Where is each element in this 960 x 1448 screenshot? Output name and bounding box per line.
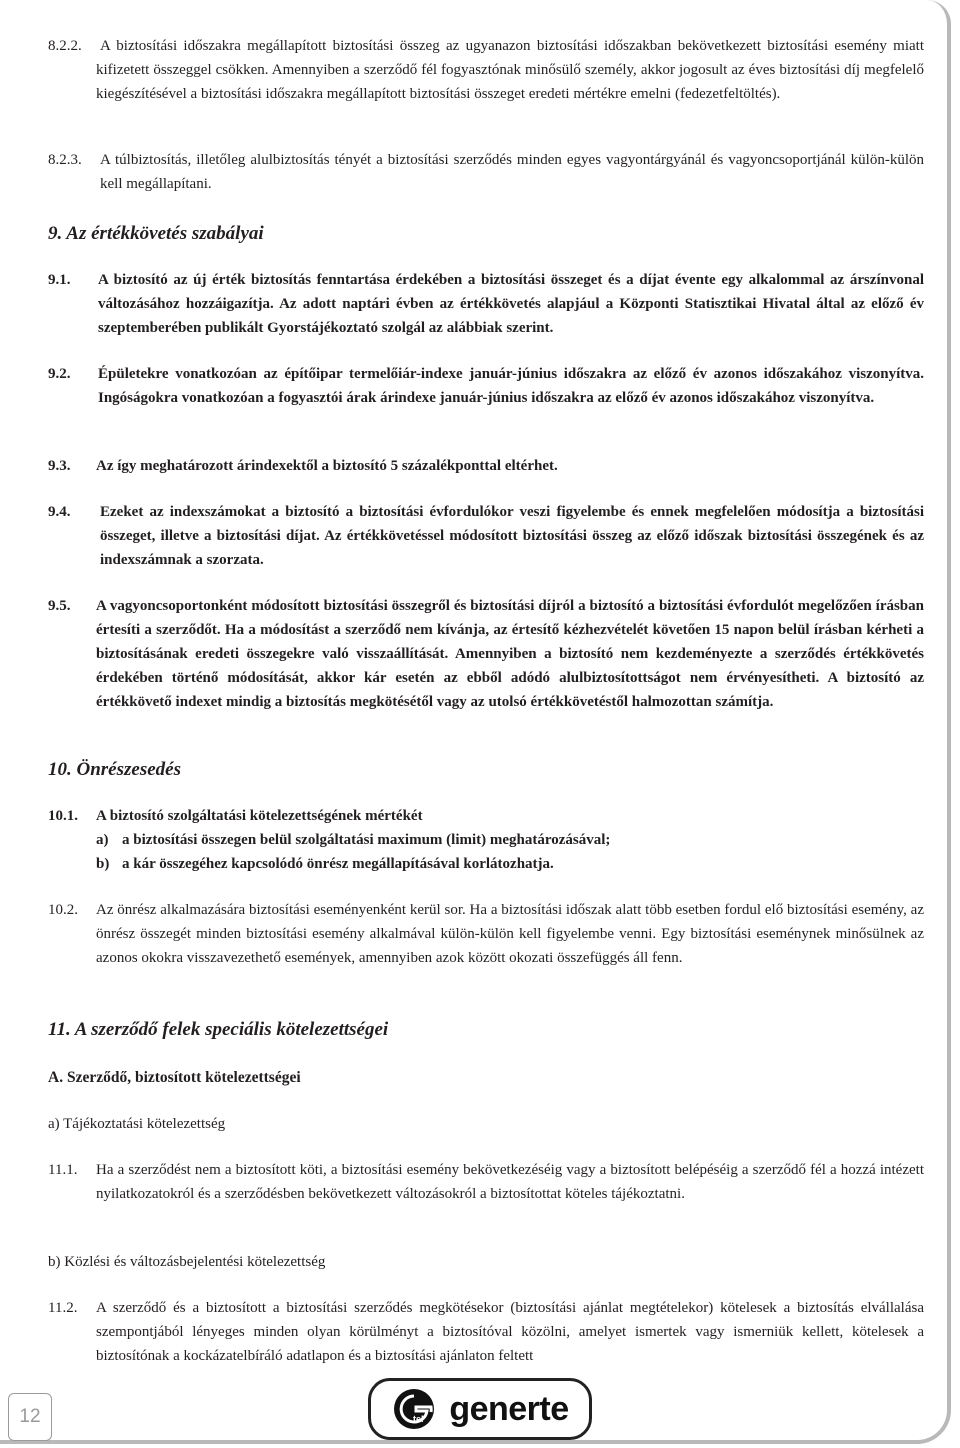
paragraph-11-2 <box>48 1296 924 1368</box>
paragraph-text: A vagyoncsoportonként módosított biztosítási összegről és biztosítási díjról a biztosító a biztosítási évfordulót megelőzően írásban értesíti a szerződőt. Ha a módosítást a szerződő nem kívánja, az értesítő kézhezvételét követően 15 napon belül írásban kérheti a biztosításának eredeti összegekre való visszaállítását. Amennyiben a biztosító nem kezdeményezte a szerződés értékkövetés érdekében történő módosítását, akkor kár esetén az ebből adódó alulbiztosítottságot nem érvényesítheti. A biztosító az értékkövető indexet mindig a biztosítás megkötésétől vagy az utolsó értékkövetéstől halmozottan számítja. <box>96 598 924 710</box>
page-number: 12 <box>8 1393 52 1441</box>
paragraph-8-2-2 <box>48 34 924 106</box>
paragraph-11-1 <box>48 1158 924 1206</box>
list-item-a <box>96 828 924 852</box>
subsection-label-b: b) Közlési és változásbejelentési kötelezettség <box>48 1254 326 1270</box>
generte-logo <box>368 1378 592 1440</box>
paragraph-number: 9.3. <box>48 458 71 474</box>
section-heading-9: 9. Az értékkövetés szabályai <box>48 223 264 244</box>
list-text: a kár összegéhez kapcsolódó önrész megállapításával korlátozhatja. <box>122 856 554 872</box>
list-label: b) <box>96 856 110 872</box>
paragraph-9-4 <box>48 500 924 572</box>
logo-mark-small-text: tel <box>413 1414 424 1424</box>
section-heading-11: 11. A szerződő felek speciális kötelezettségei <box>48 1019 389 1040</box>
paragraph-9-1 <box>48 268 924 340</box>
paragraph-number: 9.5. <box>48 598 71 614</box>
paragraph-text: Ha a szerződést nem a biztosított köti, a biztosítási esemény bekövetkezéséig vagy a biztosított belépéséig a szerződő fél a hozzá intézett nyilatkozatokról és a szerződésben bekövetkezett változásokról a biztosítottat köteles tájékoztatni. <box>96 1162 924 1202</box>
paragraph-number: 10.1. <box>48 808 78 824</box>
list-label: a) <box>96 832 109 848</box>
paragraph-9-2 <box>48 362 924 410</box>
paragraph-text: Épületekre vonatkozóan az építőipar termelőiár-indexe január-június időszakra az előző év azonos időszakához viszonyítva. Ingóságokra vonatkozóan a fogyasztói árak árindexe január-június időszakra az előző év azonos időszakához viszonyítva. <box>98 366 924 406</box>
section-heading-10: 10. Önrészesedés <box>48 759 181 780</box>
paragraph-number: 11.2. <box>48 1300 78 1316</box>
paragraph-text: A biztosító az új érték biztosítás fenntartása érdekében a biztosítási összeget és a díjat évente egy alkalommal az árszínvonal változásához hozzáigazítja. Az adott naptári évben az értékkövetés alapjául a Központi Statisztikai Hivatal által az előző év szeptemberében publikált Gyorstájékoztató szolgál az alábbiak szerint. <box>98 272 924 336</box>
paragraph-9-5 <box>48 594 924 714</box>
paragraph-9-3 <box>48 454 924 478</box>
paragraph-number: 10.2. <box>48 902 78 918</box>
paragraph-text: A szerződő és a biztosított a biztosítási szerződés megkötésekor (biztosítási ajánlat megtételekor) kötelesek a biztosítás elvállalása szempontjából lényeges minden olyan körülményt a biztosítóval közölni, amelyet ismertek vagy ismerniük kellett, kötelesek a biztosítónak a kockázatelbíráló adatlapon és a biztosítási ajánlaton feltett <box>96 1300 924 1364</box>
paragraph-8-2-3 <box>48 148 924 196</box>
paragraph-number: 8.2.3. <box>48 152 82 168</box>
paragraph-number: 9.4. <box>48 504 71 520</box>
subsection-label-a: a) Tájékoztatási kötelezettség <box>48 1116 226 1132</box>
paragraph-text: Az így meghatározott árindexektől a biztosító 5 százalékponttal eltérhet. <box>96 458 558 474</box>
paragraph-number: 11.1. <box>48 1162 78 1178</box>
list-text: a biztosítási összegen belül szolgáltatási maximum (limit) meghatározásával; <box>122 832 611 848</box>
paragraph-number: 9.1. <box>48 272 71 288</box>
paragraph-text: A biztosító szolgáltatási kötelezettségének mértékét <box>96 808 423 824</box>
paragraph-text: A túlbiztosítás, illetőleg alulbiztosítás tényét a biztosítási szerződés minden egyes vagyontárgyánál és vagyoncsoportjánál külön-külön kell megállapítani. <box>100 152 924 192</box>
paragraph-number: 8.2.2. <box>48 38 82 54</box>
paragraph-10-1 <box>48 804 924 828</box>
paragraph-number: 9.2. <box>48 366 71 382</box>
paragraph-10-2 <box>48 898 924 970</box>
list-item-b <box>96 852 924 876</box>
paragraph-text: Az önrész alkalmazására biztosítási eseményenként kerül sor. Ha a biztosítási időszak alatt több esetben fordul elő biztosítási esemény, az önrész összegét minden biztosítási esemény alkalmával külön-külön kell figyelembe venni. Egy biztosítási eseménynek minősülnek az azonos okokra visszavezethető események, amennyiben azok között okozati összefüggés áll fenn. <box>96 902 924 966</box>
paragraph-text: Ezeket az indexszámokat a biztosító a biztosítási évfordulókor veszi figyelembe és ennek megfelelően módosítja a biztosítási összeget, illetve a biztosítási díjat. Az értékkövetéssel módosított biztosítási összeg az előző időszak biztosítási összegének és az indexszámnak a szorzata. <box>100 504 924 568</box>
g-mark-icon <box>391 1386 445 1432</box>
logo-text: generte <box>449 1389 569 1428</box>
subsection-heading-a: A. Szerződő, biztosított kötelezettségei <box>48 1069 301 1086</box>
paragraph-text: A biztosítási időszakra megállapított biztosítási összeg az ugyanazon biztosítási időszakban bekövetkezett biztosítási esemény miatt kifizetett összeggel csökken. Amennyiben a szerződő fél fogyasztónak minősülő személy, akkor jogosult az éves biztosítási díj megfelelő kiegészítésével a biztosítási időszakra megállapított biztosítási összeget eredeti mértékre emelni (fedezetfeltöltés). <box>96 38 924 102</box>
